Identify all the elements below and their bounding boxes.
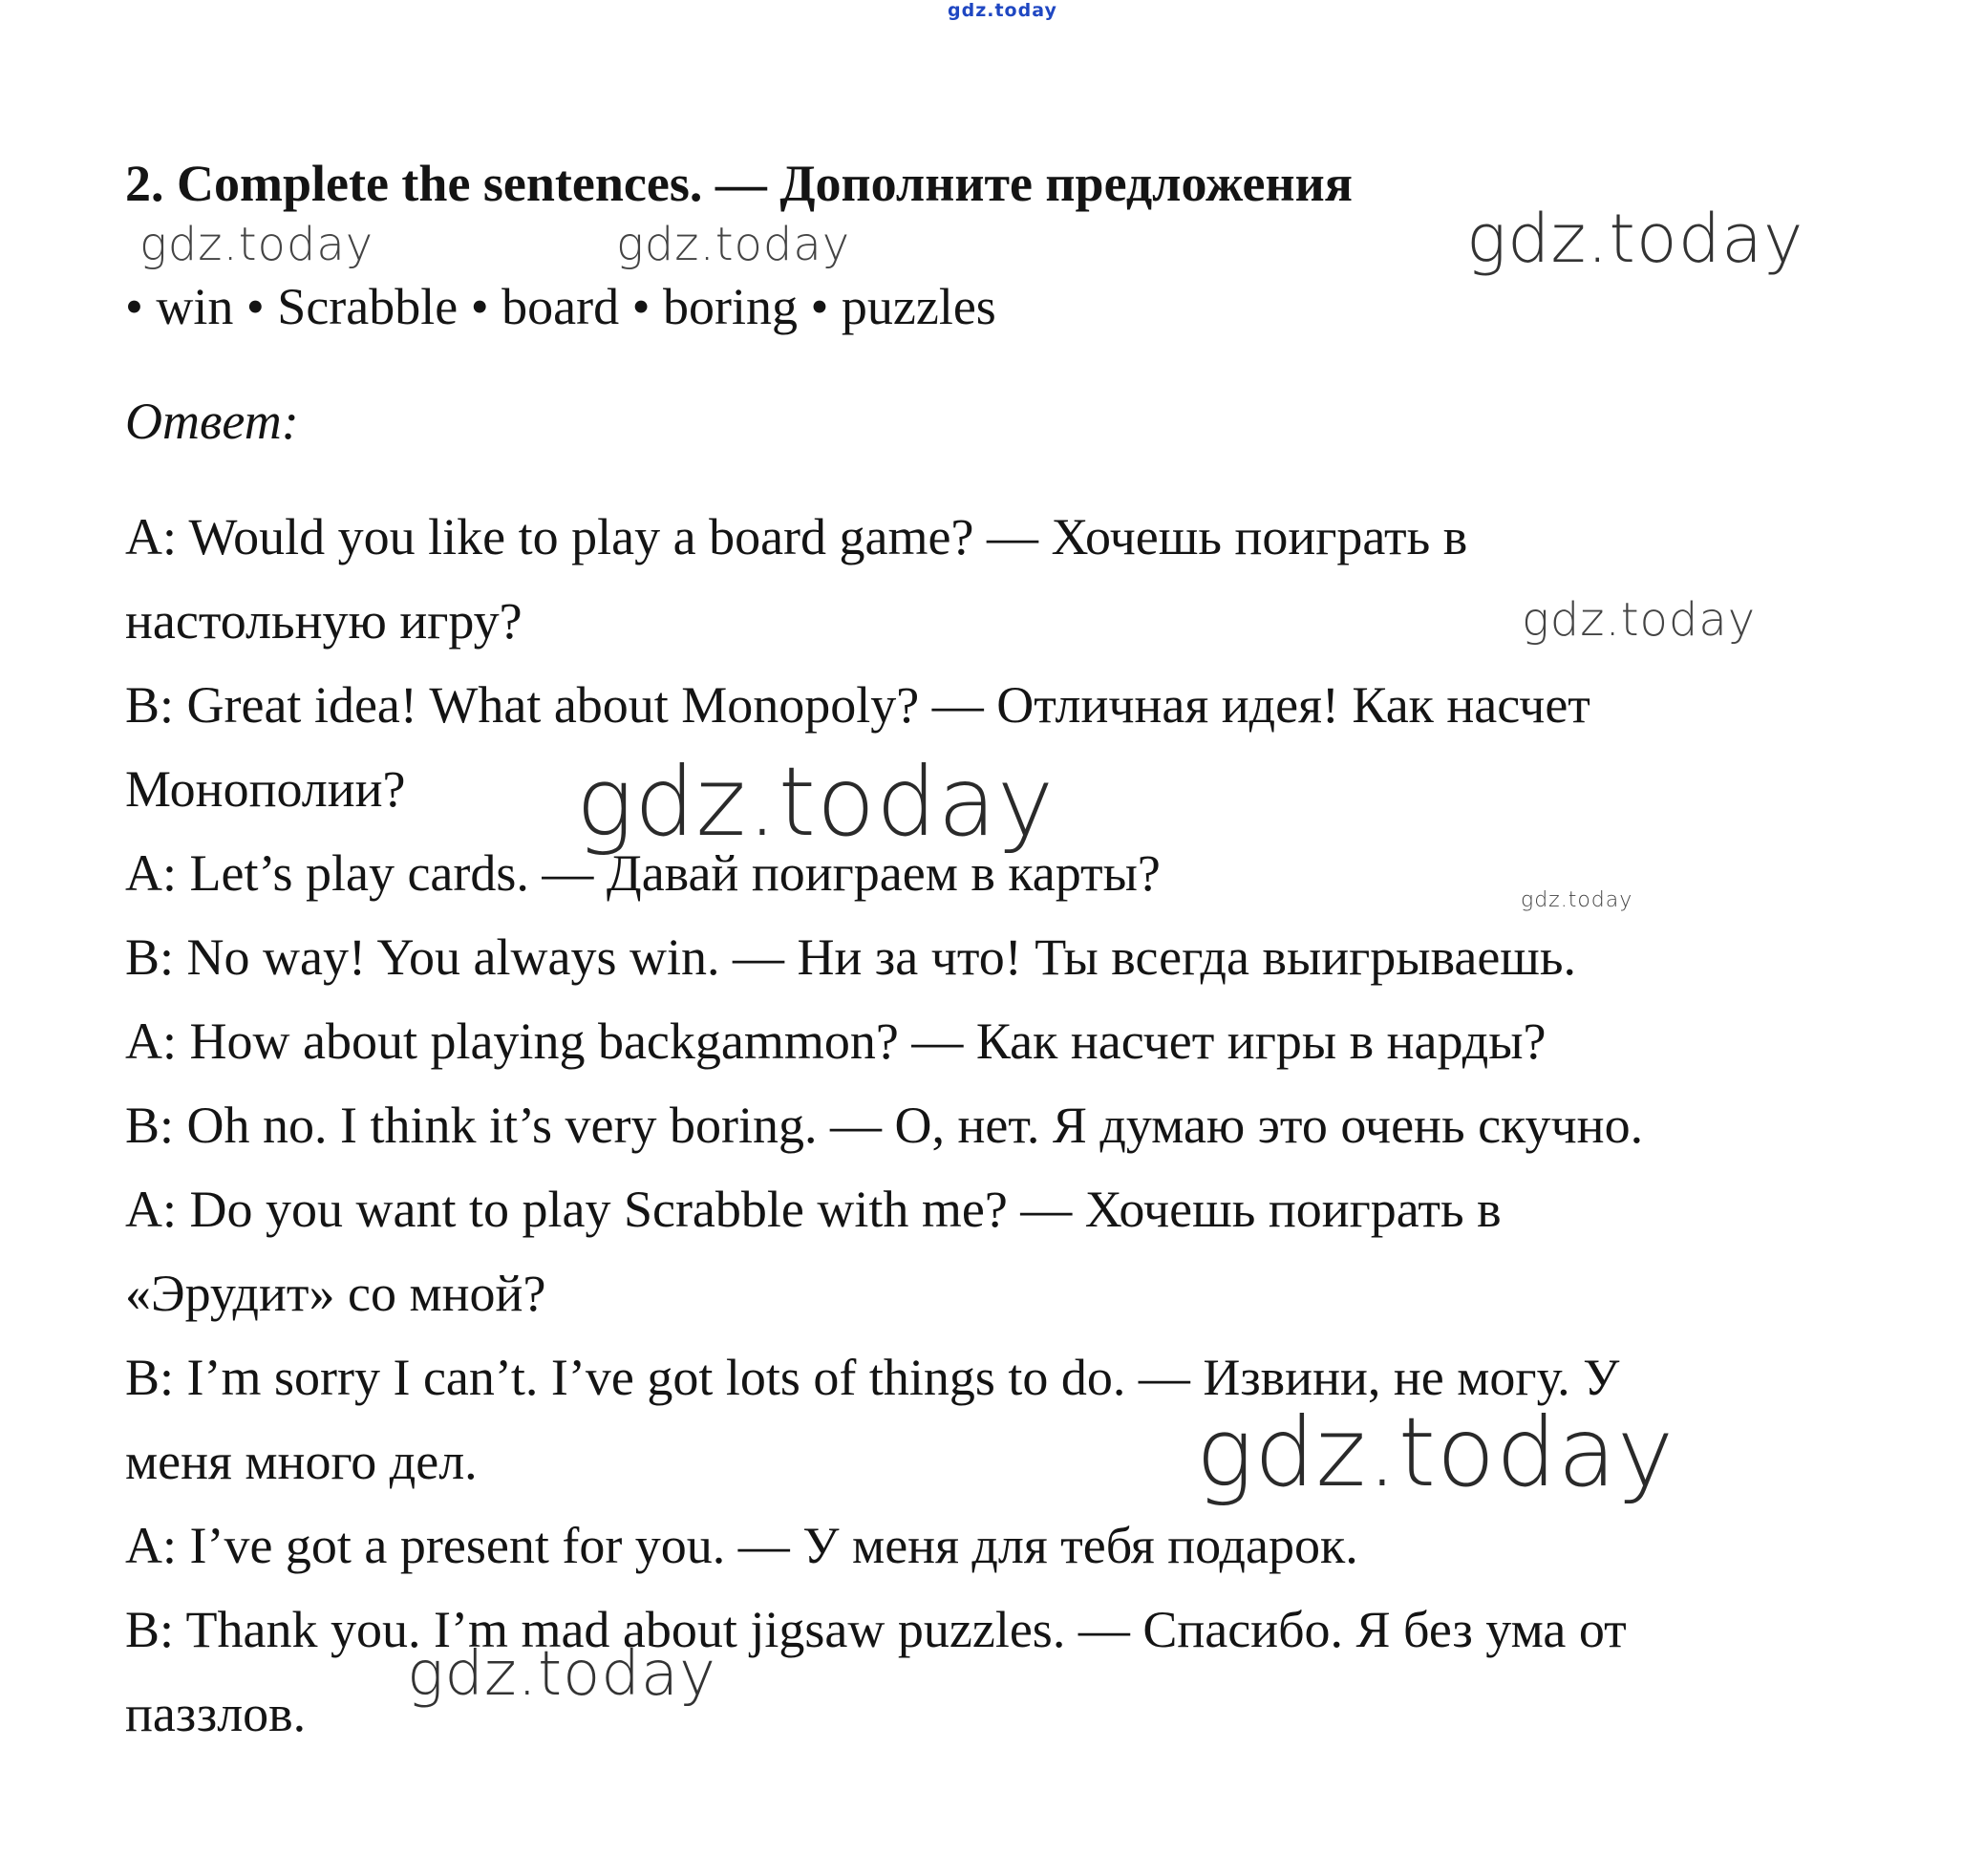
watermark: gdz.today	[576, 746, 1056, 858]
word-bank: • win • Scrabble • board • boring • puzzles	[125, 278, 996, 335]
dialogue-line: паззлов.	[125, 1685, 307, 1742]
watermark: gdz.today	[1522, 593, 1757, 647]
dialogue-line: A: Let’s play cards. — Давай поиграем в карты?	[125, 844, 1161, 902]
dialogue-line: Монополии?	[125, 760, 406, 818]
dialogue-line: B: Thank you. I’m mad about jigsaw puzzles. — Спасибо. Я без ума от	[125, 1601, 1627, 1658]
dialogue-line: B: No way! You always win. — Ни за что! Ты всегда выигрываешь.	[125, 928, 1577, 986]
watermark: gdz.today	[616, 218, 851, 271]
dialogue-line: A: How about playing backgammon? — Как насчет игры в нарды?	[125, 1013, 1547, 1070]
watermark: gdz.today	[1196, 1396, 1675, 1508]
dialogue-line: B: I’m sorry I can’t. I’ve got lots of things to do. — Извини, не могу. У	[125, 1349, 1620, 1406]
watermark: gdz.today	[1521, 888, 1633, 912]
dialogue-line: B: Oh no. I think it’s very boring. — О, нет. Я думаю это очень скучно.	[125, 1097, 1644, 1154]
dialogue-line: A: I’ve got a present for you. — У меня для тебя подарок.	[125, 1517, 1358, 1574]
watermark: gdz.today	[407, 1639, 716, 1710]
dialogue-line: A: Would you like to play a board game? — Хочешь поиграть в	[125, 508, 1468, 565]
watermark-top: gdz.today	[948, 0, 1057, 21]
exercise-heading: 2. Complete the sentences. — Дополните предложения	[125, 155, 1353, 212]
dialogue-line: меня много дел.	[125, 1433, 478, 1490]
dialogue-line: «Эрудит» со мной?	[125, 1265, 546, 1322]
dialogue-line: A: Do you want to play Scrabble with me? — Хочешь поиграть в	[125, 1181, 1502, 1238]
answer-label: Ответ:	[125, 393, 299, 450]
watermark: gdz.today	[139, 218, 374, 271]
dialogue-line: настольную игру?	[125, 592, 523, 650]
watermark: gdz.today	[1466, 200, 1804, 278]
dialogue-line: B: Great idea! What about Monopoly? — Отличная идея! Как насчет	[125, 676, 1590, 734]
